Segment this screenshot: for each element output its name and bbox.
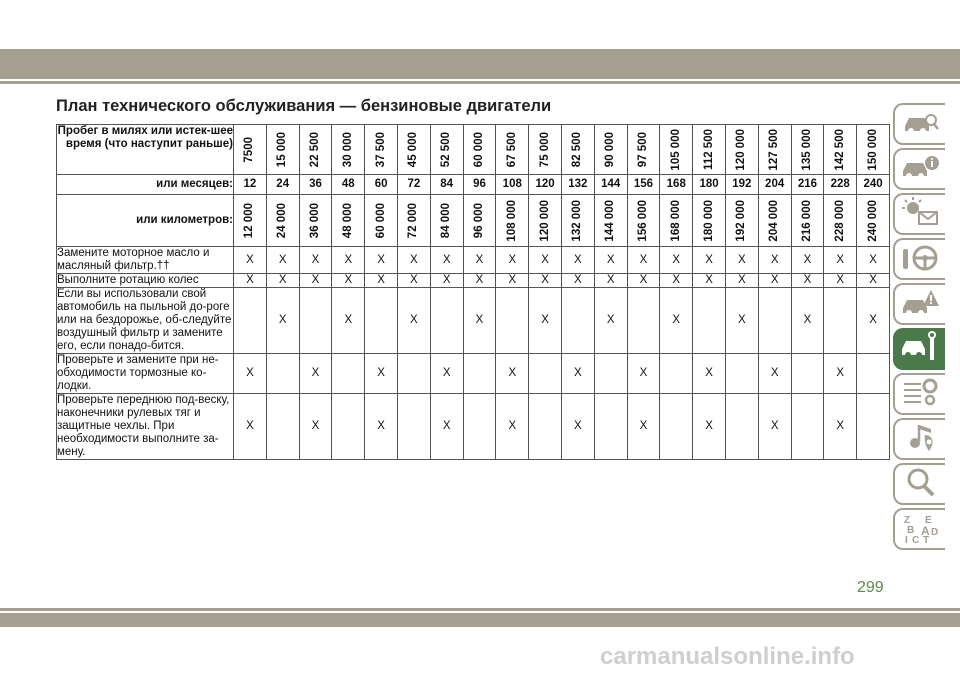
km-cell bbox=[758, 195, 791, 247]
km-cell bbox=[529, 195, 562, 247]
service-mark: X bbox=[365, 354, 398, 394]
service-mark bbox=[791, 394, 824, 460]
service-mark bbox=[365, 288, 398, 354]
km-cell bbox=[660, 195, 693, 247]
miles-cell bbox=[463, 125, 496, 175]
service-mark: X bbox=[299, 354, 332, 394]
svg-text:C: C bbox=[912, 534, 920, 543]
maintenance-table bbox=[56, 124, 890, 460]
months-value: 120 bbox=[529, 175, 562, 195]
km-value: 204 000 bbox=[768, 199, 781, 242]
service-mark bbox=[824, 288, 857, 354]
months-value: 84 bbox=[430, 175, 463, 195]
service-mark: X bbox=[266, 274, 299, 288]
table-row bbox=[57, 247, 890, 274]
km-value: 84 000 bbox=[440, 202, 453, 239]
service-mark: X bbox=[594, 274, 627, 288]
service-mark: X bbox=[561, 247, 594, 274]
service-mark: X bbox=[496, 247, 529, 274]
miles-cell bbox=[234, 125, 267, 175]
months-value: 204 bbox=[758, 175, 791, 195]
km-cell bbox=[234, 195, 267, 247]
km-value: 192 000 bbox=[735, 199, 748, 242]
miles-cell bbox=[365, 125, 398, 175]
service-mark bbox=[594, 394, 627, 460]
km-cell bbox=[496, 195, 529, 247]
months-value: 108 bbox=[496, 175, 529, 195]
svg-text:Z: Z bbox=[904, 514, 911, 526]
service-mark bbox=[234, 288, 267, 354]
service-mark: X bbox=[332, 247, 365, 274]
service-mark: X bbox=[725, 288, 758, 354]
miles-value: 120 000 bbox=[735, 128, 748, 171]
service-mark bbox=[791, 354, 824, 394]
svg-text:A: A bbox=[921, 523, 930, 538]
service-mark: X bbox=[234, 274, 267, 288]
service-mark: X bbox=[529, 288, 562, 354]
km-value: 228 000 bbox=[833, 199, 846, 242]
car-search-icon bbox=[901, 106, 939, 143]
service-mark: X bbox=[824, 274, 857, 288]
service-mark bbox=[266, 394, 299, 460]
top-margin bbox=[0, 0, 960, 48]
miles-value: 7500 bbox=[243, 136, 256, 163]
months-row bbox=[57, 175, 890, 195]
service-mark bbox=[857, 394, 890, 460]
service-mark bbox=[496, 288, 529, 354]
chapter-sidebar bbox=[893, 103, 945, 553]
service-mark: X bbox=[824, 354, 857, 394]
km-cell bbox=[857, 195, 890, 247]
miles-value: 82 500 bbox=[571, 131, 584, 168]
service-mark: X bbox=[332, 274, 365, 288]
months-value: 216 bbox=[791, 175, 824, 195]
service-mark: X bbox=[266, 247, 299, 274]
miles-value: 67 500 bbox=[505, 131, 518, 168]
miles-cell bbox=[397, 125, 430, 175]
km-value: 180 000 bbox=[702, 199, 715, 242]
km-value: 156 000 bbox=[636, 199, 649, 242]
sidebar-tab-music-nav[interactable] bbox=[893, 418, 945, 460]
miles-value: 37 500 bbox=[374, 131, 387, 168]
service-mark bbox=[529, 354, 562, 394]
service-mark: X bbox=[397, 274, 430, 288]
miles-cell bbox=[693, 125, 726, 175]
service-mark: X bbox=[660, 288, 693, 354]
service-mark: X bbox=[693, 394, 726, 460]
sidebar-tab-list-gear[interactable] bbox=[893, 373, 945, 415]
sidebar-tab-alphabet-index[interactable] bbox=[893, 508, 945, 550]
miles-value: 112 500 bbox=[702, 129, 715, 170]
miles-cell bbox=[824, 125, 857, 175]
service-mark bbox=[266, 354, 299, 394]
km-cell bbox=[627, 195, 660, 247]
km-value: 36 000 bbox=[308, 202, 321, 239]
months-value: 96 bbox=[463, 175, 496, 195]
service-mark: X bbox=[824, 247, 857, 274]
miles-value: 150 000 bbox=[866, 128, 879, 171]
service-mark bbox=[693, 288, 726, 354]
sidebar-tab-car-wrench[interactable] bbox=[893, 328, 945, 370]
service-mark bbox=[660, 354, 693, 394]
miles-cell bbox=[660, 125, 693, 175]
service-mark: X bbox=[266, 288, 299, 354]
table-row bbox=[57, 274, 890, 288]
service-mark bbox=[463, 394, 496, 460]
service-mark bbox=[397, 354, 430, 394]
alphabet-index-icon bbox=[901, 511, 939, 548]
miles-value: 75 000 bbox=[538, 131, 551, 168]
service-mark bbox=[299, 288, 332, 354]
km-cell bbox=[561, 195, 594, 247]
miles-cell bbox=[561, 125, 594, 175]
km-value: 240 000 bbox=[866, 199, 879, 242]
service-mark: X bbox=[857, 274, 890, 288]
km-cell bbox=[365, 195, 398, 247]
service-mark bbox=[594, 354, 627, 394]
service-mark: X bbox=[234, 247, 267, 274]
km-value: 48 000 bbox=[341, 202, 354, 239]
miles-cell bbox=[430, 125, 463, 175]
service-mark: X bbox=[791, 274, 824, 288]
months-value: 192 bbox=[725, 175, 758, 195]
service-mark bbox=[725, 354, 758, 394]
service-mark: X bbox=[791, 247, 824, 274]
service-mark bbox=[660, 394, 693, 460]
sidebar-tab-car-info[interactable] bbox=[893, 148, 945, 190]
km-cell bbox=[791, 195, 824, 247]
table-row bbox=[57, 354, 890, 394]
months-value: 12 bbox=[234, 175, 267, 195]
service-mark: X bbox=[758, 274, 791, 288]
header-bar bbox=[0, 49, 960, 79]
service-mark: X bbox=[234, 394, 267, 460]
service-mark: X bbox=[299, 274, 332, 288]
service-mark bbox=[430, 288, 463, 354]
km-cell bbox=[594, 195, 627, 247]
mileage-header-label: Пробег в милях или истек-шее время (что наступит раньше) bbox=[57, 125, 234, 175]
car-info-icon bbox=[901, 151, 939, 188]
km-cell bbox=[299, 195, 332, 247]
service-mark bbox=[332, 354, 365, 394]
svg-text:I: I bbox=[905, 534, 908, 543]
km-label: или километров: bbox=[57, 195, 234, 247]
months-value: 48 bbox=[332, 175, 365, 195]
km-cell bbox=[463, 195, 496, 247]
miles-cell bbox=[857, 125, 890, 175]
miles-value: 45 000 bbox=[407, 131, 420, 168]
service-mark: X bbox=[561, 394, 594, 460]
sidebar-tab-steering-wheel[interactable] bbox=[893, 238, 945, 280]
service-mark bbox=[627, 288, 660, 354]
km-cell bbox=[266, 195, 299, 247]
miles-cell bbox=[529, 125, 562, 175]
miles-value: 52 500 bbox=[440, 131, 453, 168]
months-value: 36 bbox=[299, 175, 332, 195]
service-mark bbox=[725, 394, 758, 460]
service-mark: X bbox=[299, 394, 332, 460]
service-mark: X bbox=[332, 288, 365, 354]
service-mark: X bbox=[463, 288, 496, 354]
km-cell bbox=[824, 195, 857, 247]
km-value: 216 000 bbox=[800, 199, 813, 242]
miles-value: 97 500 bbox=[636, 131, 649, 168]
km-value: 120 000 bbox=[538, 199, 551, 242]
service-label: Если вы использовали свой автомобиль на пыльной до-роге или на бездорожье, об-следуйте воздушный фильтр и замените его, если понадо-бится. bbox=[57, 288, 234, 354]
service-mark bbox=[857, 354, 890, 394]
months-value: 180 bbox=[693, 175, 726, 195]
service-mark: X bbox=[397, 288, 430, 354]
service-mark: X bbox=[725, 247, 758, 274]
service-mark: X bbox=[627, 274, 660, 288]
service-mark bbox=[332, 394, 365, 460]
months-value: 24 bbox=[266, 175, 299, 195]
service-mark: X bbox=[397, 247, 430, 274]
miles-cell bbox=[266, 125, 299, 175]
km-value: 96 000 bbox=[472, 202, 485, 239]
months-value: 144 bbox=[594, 175, 627, 195]
page-number: 299 bbox=[857, 579, 884, 596]
service-mark: X bbox=[594, 288, 627, 354]
service-mark: X bbox=[561, 354, 594, 394]
car-wrench-icon bbox=[901, 331, 939, 368]
service-mark: X bbox=[857, 288, 890, 354]
miles-cell bbox=[299, 125, 332, 175]
service-label: Проверьте переднюю под-веску, наконечники рулевых тяг и защитные чехлы. При необходимости выполните за-мену. bbox=[57, 394, 234, 460]
service-mark: X bbox=[693, 247, 726, 274]
km-value: 132 000 bbox=[571, 199, 584, 242]
km-value: 12 000 bbox=[243, 202, 256, 239]
service-mark bbox=[397, 394, 430, 460]
service-mark: X bbox=[529, 274, 562, 288]
service-mark: X bbox=[758, 354, 791, 394]
months-label: или месяцев: bbox=[57, 175, 234, 195]
service-mark: X bbox=[365, 274, 398, 288]
months-value: 72 bbox=[397, 175, 430, 195]
car-warning-icon bbox=[901, 286, 939, 323]
page-title: План технического обслуживания — бензиновые двигатели bbox=[56, 97, 552, 115]
svg-text:T: T bbox=[923, 534, 930, 543]
km-value: 60 000 bbox=[374, 202, 387, 239]
service-mark bbox=[529, 394, 562, 460]
service-mark: X bbox=[365, 247, 398, 274]
service-mark: X bbox=[857, 247, 890, 274]
service-mark bbox=[561, 288, 594, 354]
miles-cell bbox=[594, 125, 627, 175]
miles-cell bbox=[791, 125, 824, 175]
miles-value: 90 000 bbox=[604, 131, 617, 168]
table-row bbox=[57, 394, 890, 460]
service-mark bbox=[463, 354, 496, 394]
footer-rule bbox=[0, 608, 960, 611]
sidebar-tab-magnifier[interactable] bbox=[893, 463, 945, 505]
service-mark: X bbox=[725, 274, 758, 288]
header-rule bbox=[0, 81, 960, 84]
km-value: 24 000 bbox=[276, 202, 289, 239]
music-nav-icon bbox=[901, 421, 939, 458]
km-row bbox=[57, 195, 890, 247]
months-value: 132 bbox=[561, 175, 594, 195]
miles-value: 135 000 bbox=[800, 128, 813, 171]
service-mark: X bbox=[430, 274, 463, 288]
sidebar-tab-car-search[interactable] bbox=[893, 103, 945, 145]
svg-text:D: D bbox=[931, 526, 939, 538]
miles-cell bbox=[725, 125, 758, 175]
months-value: 240 bbox=[857, 175, 890, 195]
km-cell bbox=[397, 195, 430, 247]
miles-value: 15 000 bbox=[276, 131, 289, 168]
service-mark: X bbox=[234, 354, 267, 394]
service-mark: X bbox=[430, 354, 463, 394]
svg-text:B: B bbox=[907, 524, 915, 536]
service-mark: X bbox=[791, 288, 824, 354]
service-mark: X bbox=[561, 274, 594, 288]
service-label: Замените моторное масло и масляный фильтр.†† bbox=[57, 247, 234, 274]
list-gear-icon bbox=[901, 376, 939, 413]
miles-header-row bbox=[57, 125, 890, 175]
miles-value: 22 500 bbox=[308, 131, 321, 168]
service-mark: X bbox=[758, 247, 791, 274]
service-mark: X bbox=[496, 274, 529, 288]
service-mark: X bbox=[463, 274, 496, 288]
miles-value: 127 500 bbox=[768, 128, 781, 171]
service-label: Выполните ротацию колес bbox=[57, 274, 234, 288]
service-mark: X bbox=[660, 274, 693, 288]
watermark: carmanualsonline.info bbox=[600, 643, 855, 670]
miles-value: 60 000 bbox=[472, 131, 485, 168]
service-mark: X bbox=[430, 247, 463, 274]
service-mark: X bbox=[496, 394, 529, 460]
miles-value: 30 000 bbox=[341, 131, 354, 168]
km-value: 144 000 bbox=[604, 199, 617, 242]
sidebar-tab-car-warning[interactable] bbox=[893, 283, 945, 325]
magnifier-icon bbox=[901, 466, 939, 503]
service-mark: X bbox=[365, 394, 398, 460]
months-value: 168 bbox=[660, 175, 693, 195]
miles-value: 105 000 bbox=[669, 128, 682, 171]
service-mark: X bbox=[496, 354, 529, 394]
months-value: 156 bbox=[627, 175, 660, 195]
service-mark: X bbox=[594, 247, 627, 274]
km-cell bbox=[332, 195, 365, 247]
service-mark: X bbox=[693, 354, 726, 394]
footer-bar bbox=[0, 613, 960, 627]
warning-lights-icon bbox=[901, 196, 939, 233]
service-mark: X bbox=[627, 394, 660, 460]
table-row bbox=[57, 288, 890, 354]
miles-cell bbox=[758, 125, 791, 175]
service-mark: X bbox=[824, 394, 857, 460]
km-cell bbox=[725, 195, 758, 247]
km-value: 72 000 bbox=[407, 202, 420, 239]
service-mark: X bbox=[660, 247, 693, 274]
km-value: 108 000 bbox=[505, 199, 518, 242]
service-mark: X bbox=[627, 247, 660, 274]
service-mark: X bbox=[299, 247, 332, 274]
service-mark: X bbox=[529, 247, 562, 274]
service-mark: X bbox=[463, 247, 496, 274]
miles-cell bbox=[496, 125, 529, 175]
miles-cell bbox=[332, 125, 365, 175]
service-mark: X bbox=[627, 354, 660, 394]
sidebar-tab-warning-lights[interactable] bbox=[893, 193, 945, 235]
km-cell bbox=[430, 195, 463, 247]
service-mark: X bbox=[693, 274, 726, 288]
service-mark bbox=[758, 288, 791, 354]
km-value: 168 000 bbox=[669, 199, 682, 242]
months-value: 60 bbox=[365, 175, 398, 195]
svg-text:E: E bbox=[925, 514, 932, 526]
miles-value: 142 500 bbox=[833, 128, 846, 171]
miles-cell bbox=[627, 125, 660, 175]
service-mark: X bbox=[430, 394, 463, 460]
km-cell bbox=[693, 195, 726, 247]
service-label: Проверьте и замените при не-обходимости тормозные ко-лодки. bbox=[57, 354, 234, 394]
months-value: 228 bbox=[824, 175, 857, 195]
steering-wheel-icon bbox=[901, 241, 939, 278]
service-mark: X bbox=[758, 394, 791, 460]
